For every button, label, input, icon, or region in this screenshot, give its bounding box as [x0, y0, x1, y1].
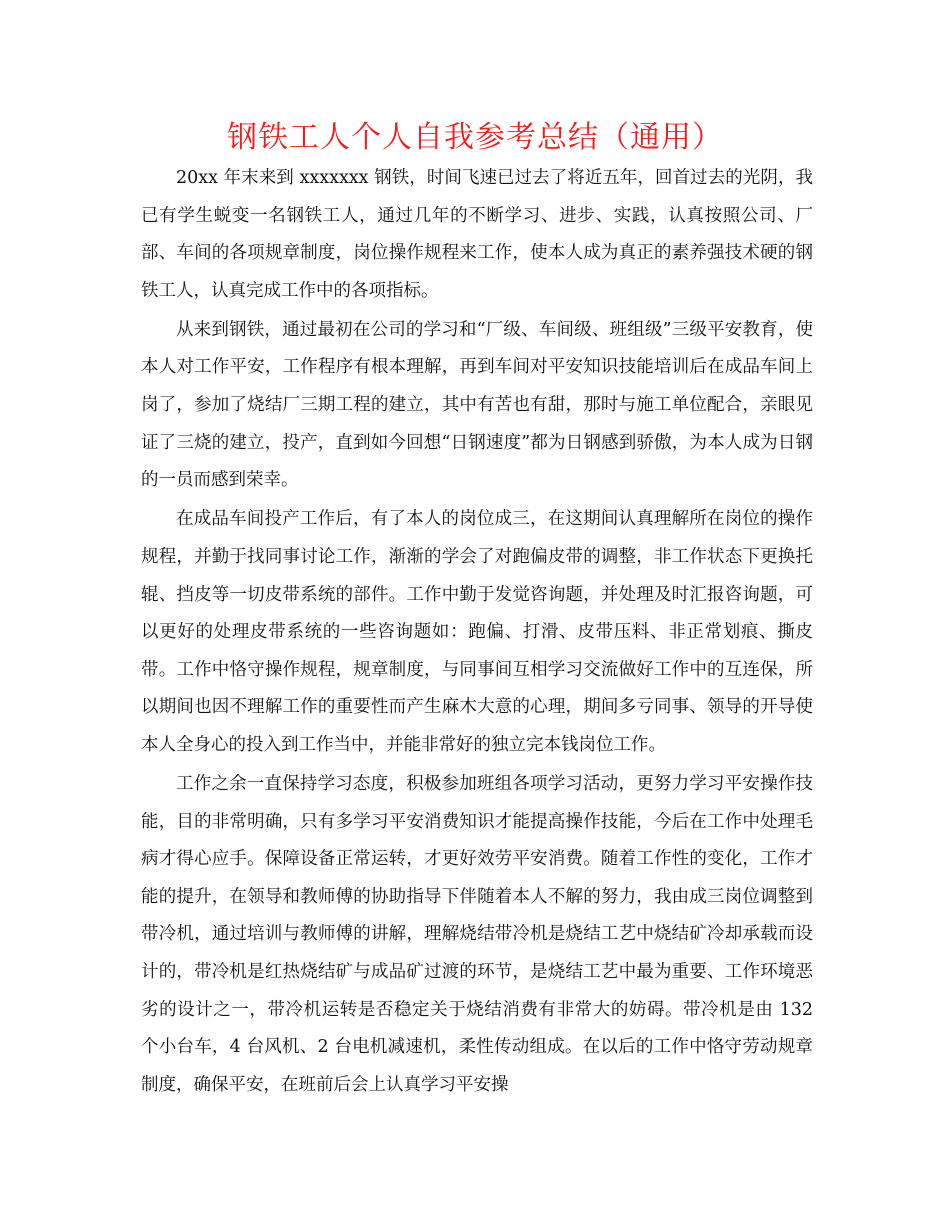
paragraph: 在成品车间投产工作后，有了本人的岗位成三，在这期间认真理解所在岗位的操作规程，并勤于找同事讨论工作，渐渐的学会了对跑偏皮带的调整，非工作状态下更换托辊、挡皮等一切皮带系统的部件。工作中勤于发觉咨询题，并处理及时汇报咨询题，可以更好的处理皮带系统的一些咨询题如：跑偏、打滑、皮带压料、非正常划痕、撕皮带。工作中恪守操作规程，规章制度，与同事间互相学习交流做好工作中的互连保，所以期间也因不理解工作的重要性而产生麻木大意的心理，期间多亏同事、领导的开导使本人全身心的投入到工作当中，并能非常好的独立完本钱岗位工作。	[141, 509, 813, 755]
paragraph: 从来到钢铁，通过最初在公司的学习和“厂级、车间级、班组级”三级平安教育，使本人对工作平安，工作程序有根本理解，再到车间对平安知识技能培训后在成品车间上岗了，参加了烧结厂三期工程的建立，其中有苦也有甜，那时与施工单位配合，亲眼见证了三烧的建立，投产，直到如今回想“日钢速度”都为日钢感到骄傲，为本人成为日钢的一员而感到荣幸。	[141, 319, 813, 491]
document-body	[141, 160, 813, 1106]
paragraph: 20xx 年末来到 xxxxxxx 钢铁，时间飞速已过去了将近五年，回首过去的光阴，我已有学生蜕变一名钢铁工人，通过几年的不断学习、进步、实践，认真按照公司、厂部、车间的各项规章制度，岗位操作规程来工作，使本人成为真正的素养强技术硬的钢铁工人，认真完成工作中的各项指标。	[141, 168, 813, 301]
document-title: 钢铁工人个人自我参考总结（通用）	[227, 120, 723, 155]
paragraph: 工作之余一直保持学习态度，积极参加班组各项学习活动，更努力学习平安操作技能，目的非常明确，只有多学习平安消费知识才能提高操作技能，今后在工作中处理毛病才得心应手。保障设备正常运转，才更好效劳平安消费。随着工作性的变化，工作才能的提升，在领导和教师傅的协助指导下伴随着本人不解的努力，我由成三岗位调整到带冷机，通过培训与教师傅的讲解，理解烧结带冷机是烧结工艺中烧结矿冷却承载而设计的，带冷机是红热烧结矿与成品矿过渡的环节，是烧结工艺中最为重要、工作环境恶劣的设计之一，带冷机运转是否稳定关于烧结消费有非常大的妨碍。带冷机是由 132 个小台车，4 台风机、2 台电机减速机，柔性传动组成。在以后的工作中恪守劳动规章制度，确保平安，在班前后会上认真学习平安操	[141, 774, 813, 1095]
